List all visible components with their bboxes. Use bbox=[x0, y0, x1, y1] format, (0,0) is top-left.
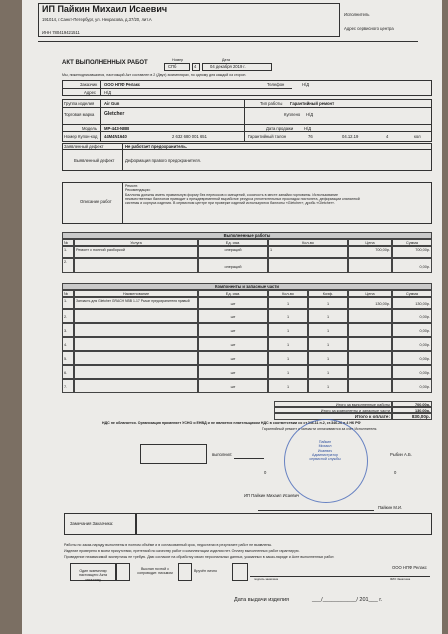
works-cell bbox=[74, 258, 198, 273]
grand-total-label: Итого к оплате: bbox=[274, 413, 392, 420]
header-right-label-1: Исполнитель bbox=[344, 12, 370, 17]
repair-type-label: Тип работы bbox=[260, 101, 283, 106]
parts-header: № bbox=[62, 290, 74, 297]
parts-cell: 130,00р. bbox=[392, 297, 432, 309]
parts-cell: 5. bbox=[62, 351, 74, 365]
warranty-date: 04.12.19 bbox=[342, 134, 359, 139]
work-description-text bbox=[125, 184, 360, 205]
works-cell: 1 bbox=[268, 246, 348, 258]
claimed-defect-label: Заявленный дефект bbox=[64, 144, 104, 149]
group-value: Air Gun bbox=[104, 101, 120, 106]
work-description-line: Рекомендации: bbox=[125, 188, 151, 193]
parts-cell: 3. bbox=[62, 323, 74, 337]
parts-cell: 1 bbox=[308, 379, 348, 393]
stamp-line: сервисной службы bbox=[309, 457, 341, 462]
parts-header: Коэф. bbox=[308, 290, 348, 297]
parts-total-label: Итого за компоненты и запасные части bbox=[274, 407, 392, 413]
sign-caption-left: подпись заказчика bbox=[254, 577, 279, 581]
footer-line-1: Работы по заказ-наряду выполнены в полном объёме и в согласованный срок, недостатки в результате работ не выявлены. bbox=[64, 543, 273, 547]
send-checkbox[interactable] bbox=[116, 563, 130, 581]
remarks-field[interactable] bbox=[136, 513, 432, 535]
ip-name: ИП Пайкин Михаил Исаевич bbox=[244, 493, 300, 498]
parts-cell: 1 bbox=[268, 365, 308, 379]
works-header: Услуга bbox=[74, 239, 198, 246]
parts-cell bbox=[74, 379, 198, 393]
works-section-title: Выполненные работы bbox=[62, 232, 432, 239]
works-header: Цена bbox=[348, 239, 392, 246]
customer-label: Заказчик bbox=[80, 82, 98, 87]
parts-cell: 0,00р. bbox=[392, 309, 432, 323]
parts-cell: 1 bbox=[308, 351, 348, 365]
brand-label: Торговая марка bbox=[64, 112, 95, 117]
parts-header: Цена bbox=[348, 290, 392, 297]
found-defect-label: Выявленный дефект bbox=[74, 158, 115, 163]
send-label: Выслан почтой с сопроводит. письмом bbox=[137, 567, 173, 576]
warranty-extra: 4 bbox=[386, 134, 389, 139]
executor-name: Рыбин А.Б. bbox=[390, 452, 412, 457]
parts-cell bbox=[348, 309, 392, 323]
found-defect-value: Деформация правого предохранителя. bbox=[125, 158, 201, 163]
parts-cell bbox=[348, 379, 392, 393]
company-address: 191014, г.Санкт-Петербург, ул. Некрасова, д.37/20, лит.А bbox=[42, 17, 152, 22]
works-cell: 0,00р. bbox=[392, 258, 432, 273]
parts-cell: 6. bbox=[62, 365, 74, 379]
parts-cell: 0,00р. bbox=[392, 337, 432, 351]
parts-cell: шт bbox=[198, 297, 268, 309]
sale-date-value: Н/Д bbox=[304, 126, 312, 131]
work-description-line: системы и корпуса изделия. В сервисном центре при проверке изделий используются баллоны «Gletcher», дробь «Gletcher». bbox=[125, 201, 335, 206]
short-name: Пайкин М.И. bbox=[378, 505, 403, 510]
parts-cell: 1 bbox=[308, 297, 348, 309]
group-label: Группа изделия bbox=[64, 101, 95, 106]
nds-note: НДС не облагается. Организация применяет УСНО и ЕНВД и не является плательщиком НДС в соответствии со ст.346.11 п.2, ст.346.26 п.4 НК РФ bbox=[102, 421, 361, 425]
footer-line-3: Проведение независимой экспертизы не требую. Даю согласие на обработку своих персональных данных, указанных в заказ-наряде и Акте выполненных работ. bbox=[64, 555, 335, 559]
act-number-suffix: 4 bbox=[194, 64, 197, 69]
stamp-line: Пайкин bbox=[318, 440, 332, 444]
stamp-text bbox=[300, 440, 350, 461]
parts-cell: 1 bbox=[268, 379, 308, 393]
act-number: СПб bbox=[168, 64, 177, 69]
works-header: Кол-во bbox=[268, 239, 348, 246]
phone-value: Н/Д bbox=[302, 82, 310, 87]
parts-cell: 1 bbox=[268, 309, 308, 323]
parts-cell: 1. bbox=[62, 297, 74, 309]
brand-value: Gletcher bbox=[104, 111, 125, 117]
parts-cell bbox=[348, 365, 392, 379]
hand-checkbox[interactable] bbox=[178, 563, 192, 581]
parts-cell: 1 bbox=[308, 323, 348, 337]
act-subtitle: Мы, нижеподписавшиеся, настоящий Акт составлен в 2 (Двух) экземплярах, по одному для каждой из сторон. bbox=[62, 73, 247, 77]
parts-cell: 1 bbox=[308, 365, 348, 379]
company-right: ООО НПФ Релакс bbox=[392, 565, 427, 570]
parts-cell: 1 bbox=[308, 309, 348, 323]
works-cell: операций bbox=[198, 258, 268, 273]
parts-cell bbox=[348, 323, 392, 337]
parts-cell: 2. bbox=[62, 309, 74, 323]
works-total-label: Итого за выполненные работы bbox=[274, 401, 392, 407]
parts-cell: 130,00р. bbox=[348, 297, 392, 309]
parts-cell: шт bbox=[198, 379, 268, 393]
parts-cell: шт bbox=[198, 323, 268, 337]
executed-label: выполнил: bbox=[212, 452, 233, 457]
issue-label: Дата выдачи изделия bbox=[234, 597, 290, 603]
work-description-line: Ремонт. bbox=[125, 184, 138, 188]
works-cell: 1. bbox=[62, 246, 74, 258]
works-cell: 700,00р. bbox=[392, 246, 432, 258]
works-cell: 700,00р. bbox=[348, 246, 392, 258]
parts-header: Ед. изм. bbox=[198, 290, 268, 297]
work-description-line: некачественных баллонов приводит к преждевременной выработке ресурса уплотнительных прокладок пистолета, деформации клапанной bbox=[125, 196, 360, 201]
stamp-line: Исаевич bbox=[317, 448, 333, 453]
works-cell: 2. bbox=[62, 258, 74, 273]
parts-cell: Запчасть для Gletcher GRACH NBB 1-17 Рычаг предохранителя правый bbox=[74, 297, 198, 309]
footer-line-2: Изделие проверено в моем присутствии, претензий по качеству работ и комплектации изделия нет. Оплату выполненных работ гарантирую. bbox=[64, 549, 300, 553]
parts-cell: шт bbox=[198, 309, 268, 323]
model-value: MP-443-NBB bbox=[104, 126, 130, 131]
parts-cell: шт bbox=[198, 365, 268, 379]
phone-label: Телефон bbox=[267, 82, 285, 87]
parts-cell: 1 bbox=[308, 337, 348, 351]
parts-cell: 7. bbox=[62, 379, 74, 393]
parts-cell: 1 bbox=[268, 297, 308, 309]
parts-cell bbox=[348, 337, 392, 351]
works-total-value: 700,00р. bbox=[392, 401, 432, 407]
parts-cell: 1 bbox=[268, 323, 308, 337]
address-label: Адрес bbox=[84, 90, 96, 95]
parts-cell: шт bbox=[198, 351, 268, 365]
parts-cell bbox=[74, 323, 198, 337]
works-cell: Ремонт с полной разборкой bbox=[74, 246, 198, 258]
stamp-line: Михаил bbox=[318, 444, 332, 449]
parts-cell: 0,00р. bbox=[392, 323, 432, 337]
sale-date-label: Дата продажи bbox=[266, 126, 294, 131]
executor-sign-box bbox=[140, 444, 207, 464]
address-value: Н/Д bbox=[104, 90, 112, 95]
bought-value: Н/Д bbox=[306, 112, 314, 117]
customer-value: ООО НПФ Релакс bbox=[104, 82, 141, 87]
issue-date-field[interactable]: ___/___________/ 201___ г. bbox=[312, 597, 383, 603]
parts-cell: 0,00р. bbox=[392, 379, 432, 393]
works-cell bbox=[348, 258, 392, 273]
bought-label: Куплено bbox=[284, 112, 301, 117]
parts-cell: 0,00р. bbox=[392, 365, 432, 379]
work-description-line: Баллоны должны иметь правильную форму без перекосов и смещений, соосность в месте запайки горловины. Использование bbox=[125, 192, 339, 197]
serial-label: Номер Купон-код bbox=[64, 134, 98, 139]
header-right-label-2: Адрес сервисного центра bbox=[344, 26, 394, 31]
model-label: Модель bbox=[82, 126, 98, 131]
nds-note-2: Гарантийный ремонт и запчасти оплачиваются за счет Исполнителя. bbox=[262, 427, 378, 431]
company-name: ИП Пайкин Михаил Исаевич bbox=[42, 4, 168, 14]
parts-cell: 1 bbox=[268, 337, 308, 351]
company-inn: ИНН 780419421511 bbox=[42, 30, 80, 35]
warranty-unit: кол bbox=[414, 134, 421, 139]
remarks-label: Замечания Заказчика: bbox=[70, 521, 114, 526]
works-header: № bbox=[62, 239, 74, 246]
hand-label: Вручён лично bbox=[194, 569, 217, 573]
parts-header: Наименование bbox=[74, 290, 198, 297]
parts-total-value: 130,00р. bbox=[392, 407, 432, 413]
parts-cell: 1 bbox=[268, 351, 308, 365]
defects-box bbox=[62, 143, 432, 171]
warranty-no: 76 bbox=[308, 134, 313, 139]
serial-code: 2 632 680 001 651 bbox=[172, 134, 207, 139]
claimed-defect-value: Не работает предохранитель. bbox=[125, 144, 187, 149]
parts-cell: 4. bbox=[62, 337, 74, 351]
stamp-line: Администратор bbox=[312, 452, 338, 457]
act-date-label: Дата bbox=[222, 58, 230, 62]
parts-cell bbox=[348, 351, 392, 365]
sign-caption-right: ФИО Заказчика bbox=[390, 577, 411, 581]
parts-cell: 0,00р. bbox=[392, 351, 432, 365]
parts-cell bbox=[74, 337, 198, 351]
copy-label: Один экземпляр настоящего Акта заказчику bbox=[78, 569, 108, 582]
parts-header: Сумма bbox=[392, 290, 432, 297]
works-header: Ед. изм. bbox=[198, 239, 268, 246]
zero-left: 0 bbox=[264, 470, 267, 475]
work-description-label: Описание работ bbox=[80, 199, 112, 204]
zero-right: 0 bbox=[394, 470, 397, 475]
warranty-label: Гарантийный талон bbox=[248, 134, 287, 139]
parts-cell bbox=[74, 351, 198, 365]
works-header: Сумма bbox=[392, 239, 432, 246]
parts-header: Кол-во bbox=[268, 290, 308, 297]
act-title: АКТ ВЫПОЛНЕННЫХ РАБОТ bbox=[62, 60, 148, 66]
act-date: 04 декабря 2019 г. bbox=[210, 64, 246, 69]
act-number-label: Номер bbox=[172, 58, 184, 62]
parts-cell: шт bbox=[198, 337, 268, 351]
repair-type-value: Гарантийный ремонт bbox=[290, 101, 335, 106]
works-cell bbox=[268, 258, 348, 273]
parts-cell bbox=[74, 365, 198, 379]
document-page bbox=[22, 0, 442, 634]
parts-cell bbox=[74, 309, 198, 323]
parts-section-title: Компоненты и запасные части bbox=[62, 283, 432, 290]
grand-total-value: 830,00р. bbox=[392, 413, 432, 420]
serial-value: 44M4N1640 bbox=[104, 134, 127, 139]
works-cell: операций bbox=[198, 246, 268, 258]
